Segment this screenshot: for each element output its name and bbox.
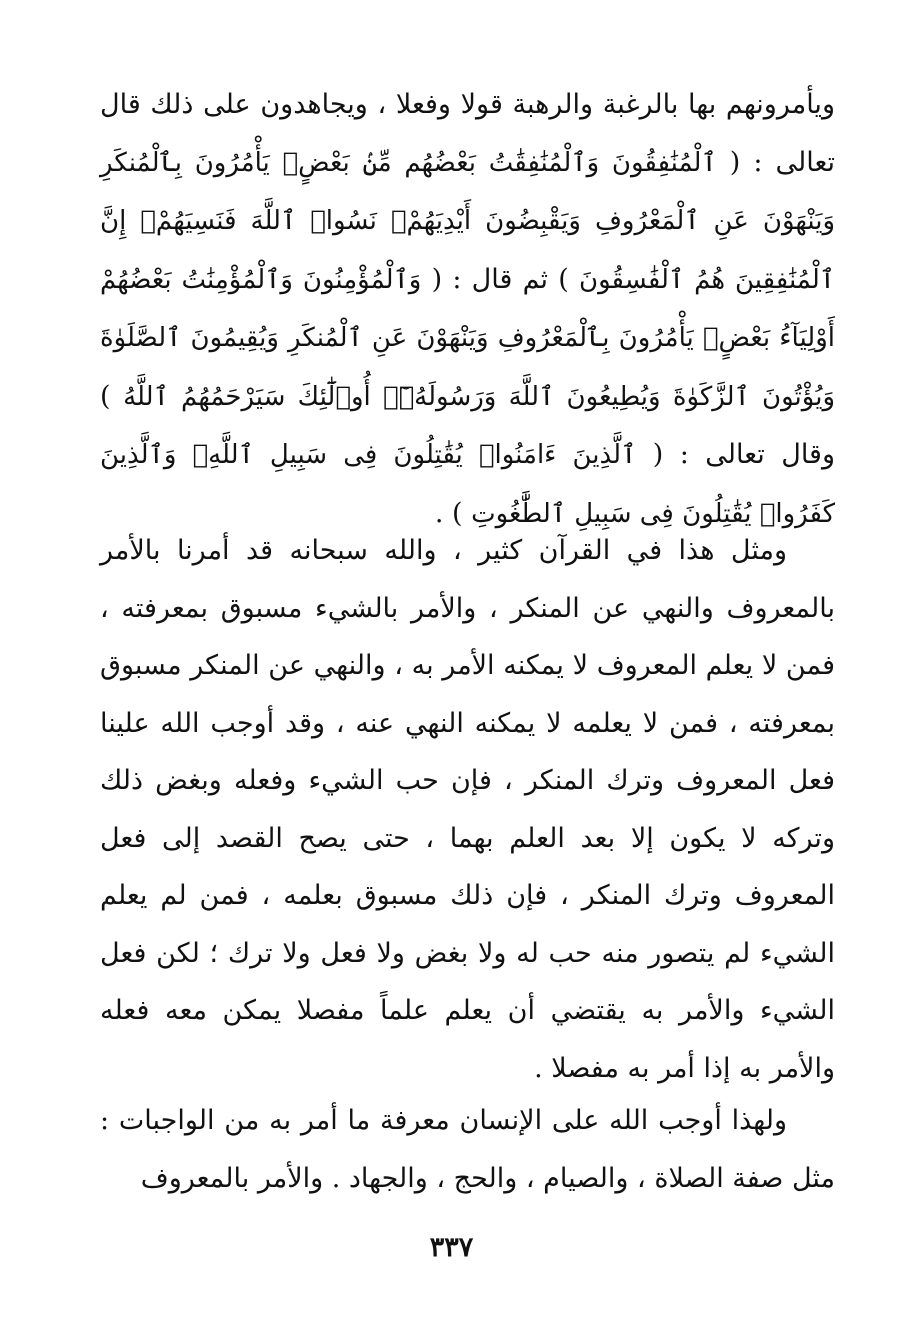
paragraph-obligations: ولهذا أوجب الله على الإنسان معرفة ما أمر به من الواجبات : مثل صفة الصلاة ، والصيام ، والحج ، والجهاد . والأمر بالمعروف (100, 1105, 835, 1194)
paragraph-text: ويأمرونهم بها بالرغبة والرهبة قولا وفعلا ، ويجاهدون على ذلك قال تعالى : ( (100, 89, 835, 178)
paragraph-text: ) ثم قال : ( (421, 263, 580, 295)
paragraph-quranic-verses (100, 76, 835, 543)
quran-verse-muminun: وَٱلْمُؤْمِنُونَ وَٱلْمُؤْمِنَٰتُ بَعْضُهُمْ أَوْلِيَآءُ بَعْضٍۚ يَأْمُرُونَ بِٱلْمَعْرُوفِ وَيَنْهَوْنَ عَنِ ٱلْمُنكَرِ وَيُقِيمُونَ ٱلصَّلَوٰةَ وَيُؤْتُونَ ٱلزَّكَوٰةَ وَيُطِيعُونَ ٱللَّهَ وَرَسُولَهُۥٓۚ أُو۟لَٰٓئِكَ سَيَرْحَمُهُمُ ٱللَّهُ (100, 264, 835, 412)
paragraph-enjoining-good: ومثل هذا في القرآن كثير ، والله سبحانه قد أمرنا بالأمر بالمعروف والنهي عن المنكر ، والأمر بالشيء مسبوق بمعرفته ، فمن لا يعلم المعروف لا يمكنه الأمر به ، والنهي عن المنكر مسبوق بمعرفته ، فمن لا يعلمه لا يمكنه النهي عنه ، وقد أوجب الله علينا فعل المعروف وترك المنكر ، فإن حب الشيء وفعله وبغض ذلك وتركه لا يكون إلا بعد العلم بهما ، حتى يصح القصد إلى فعل المعروف وترك المنكر ، فإن ذلك مسبوق بعلمه ، فمن لم يعلم الشيء لم يتصور منه حب له ولا بغض ولا فعل ولا ترك ؛ لكن فعل الشيء والأمر به يقتضي أن يعلم علماً مفصلا يمكن معه فعله والأمر به إذا أمر به مفصلا . (100, 535, 836, 1084)
quran-verse-munafiqun: ٱلْمُنَٰفِقُونَ وَٱلْمُنَٰفِقَٰتُ بَعْضُهُم مِّنۢ بَعْضٍۚ يَأْمُرُونَ بِٱلْمُنكَرِ وَيَنْهَوْنَ عَنِ ٱلْمَعْرُوفِ وَيَقْبِضُونَ أَيْدِيَهُمْۚ نَسُوا۟ ٱللَّهَ فَنَسِيَهُمْۗ إِنَّ ٱلْمُنَٰفِقِينَ هُمُ ٱلْفَٰسِقُونَ (100, 147, 835, 295)
paragraph-text: ) وقال تعالى : ( (100, 380, 835, 470)
quran-verse-alladhina-amanu: ٱلَّذِينَ ءَامَنُوا۟ يُقَٰتِلُونَ فِى سَبِيلِ ٱللَّهِۖ وَٱلَّذِينَ كَفَرُوا۟ يُقَٰتِلُونَ فِى سَبِيلِ ٱلطَّٰغُوتِ (100, 440, 835, 529)
page-number: ٣٣٧ (429, 1232, 474, 1263)
paragraph-text: ) . (434, 497, 472, 529)
